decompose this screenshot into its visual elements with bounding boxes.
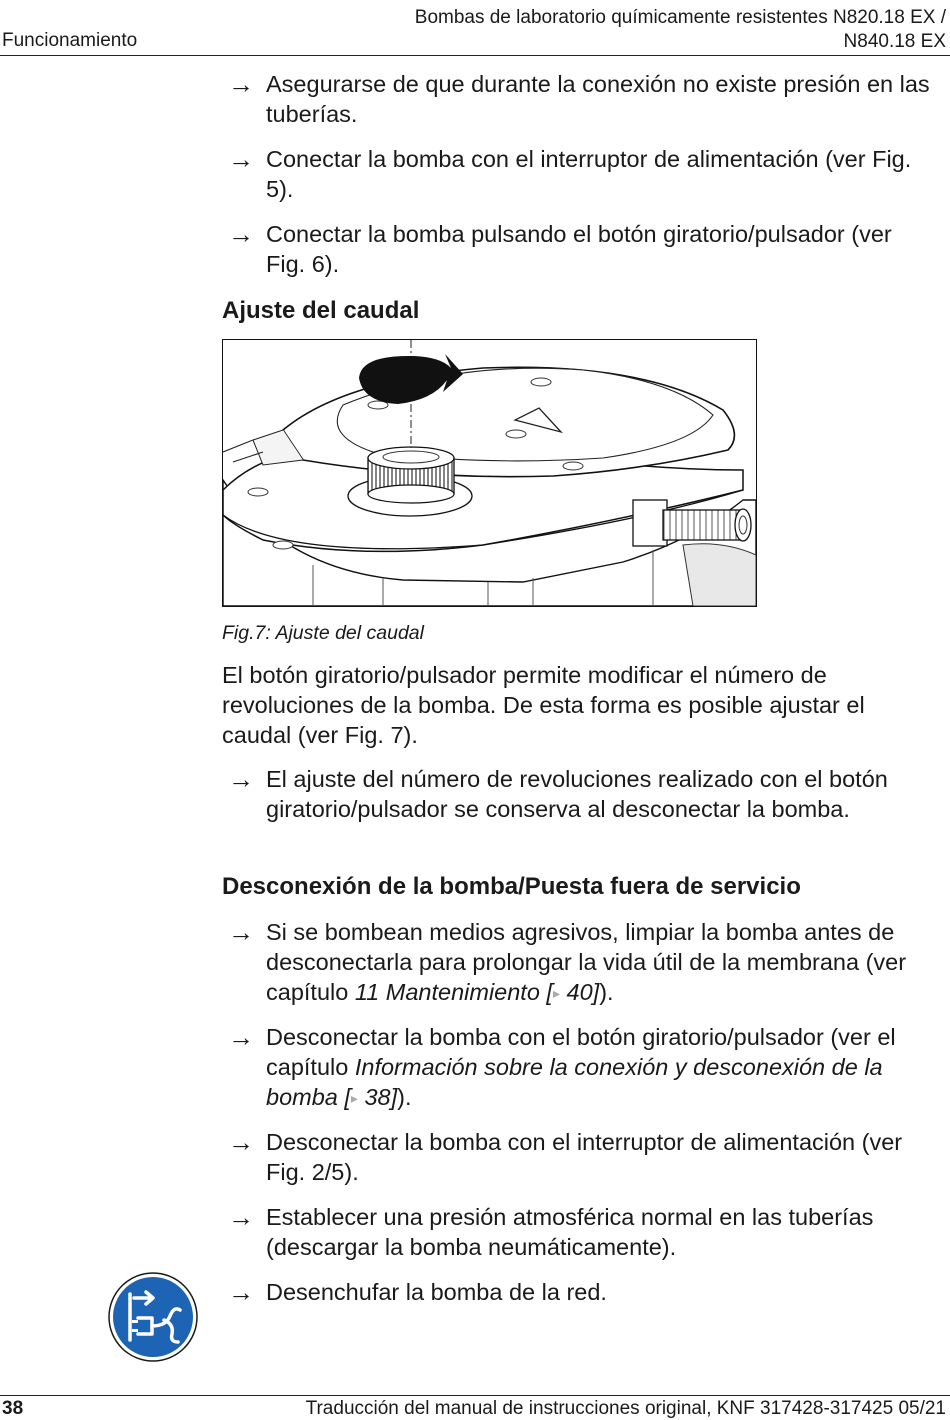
result-speed-retained: [228, 764, 934, 824]
step-power-switch: [228, 144, 934, 204]
unplug-mandatory-icon: [108, 1272, 198, 1362]
arrow-right-icon: →: [228, 219, 254, 249]
header-divider: [0, 55, 950, 56]
heading-shutdown: Desconexión de la bomba/Puesta fuera de servicio: [222, 873, 801, 900]
step-text-part: ).: [397, 1084, 412, 1110]
step-text-part: ).: [599, 979, 614, 1005]
chapter-reference-link[interactable]: [355, 979, 599, 1005]
arrow-right-icon: →: [228, 1202, 254, 1232]
paragraph-flow-adjustment: El botón giratorio/pulsador permite modificar el número de revoluciones de la bomba. De esta forma es posible ajustar el caudal (ver Fig. 7).: [222, 662, 865, 748]
step-clean-pump: [228, 917, 934, 1008]
page-pointer-icon: ▸: [552, 985, 560, 1001]
step-rotary-button: [228, 219, 934, 279]
footer-text: Traducción del manual de instrucciones original, KNF 317428-317425 05/21: [305, 1398, 946, 1419]
document-title-line2: N840.18 EX: [843, 31, 946, 52]
page-number: 38: [2, 1398, 24, 1419]
figure-caption: Fig.7: Ajuste del caudal: [222, 622, 424, 644]
step-check-pressure: [228, 69, 934, 129]
result-text: El ajuste del número de revoluciones realizado con el botón giratorio/pulsador se conserva al desconectar la bomba.: [266, 766, 888, 822]
step-rotary-off: [228, 1022, 934, 1113]
step-unplug: [228, 1277, 934, 1307]
step-power-off: [228, 1127, 934, 1187]
reference-text: Información sobre la conexión y desconexión de la bomba [: [266, 1054, 883, 1110]
step-text: Asegurarse de que durante la conexión no existe presión en las tuberías.: [266, 71, 930, 127]
step-text: [228, 917, 934, 1008]
figure-flow-adjustment: [222, 339, 757, 607]
step-release-pressure: [228, 1202, 934, 1262]
arrow-right-icon: →: [228, 1277, 254, 1307]
reference-page: 38]: [357, 1084, 398, 1110]
heading-flow-adjustment: Ajuste del caudal: [222, 297, 420, 324]
step-text-part: Si se bombean medios agresivos, limpiar la bomba antes de desconectarla para prolongar la vida útil de la membrana (ver capítulo: [266, 919, 907, 1005]
section-name: Funcionamiento: [2, 30, 138, 51]
arrow-right-icon: →: [228, 917, 254, 947]
step-text: Conectar la bomba con el interruptor de alimentación (ver Fig. 5).: [266, 146, 912, 202]
page-pointer-icon: ▸: [350, 1090, 358, 1106]
arrow-right-icon: →: [228, 69, 254, 99]
arrow-right-icon: →: [228, 764, 254, 794]
step-text: [228, 1022, 934, 1113]
step-text: Desenchufar la bomba de la red.: [266, 1279, 607, 1305]
step-text-part: Desconectar la bomba con el botón giratorio/pulsador (ver el capítulo: [266, 1024, 896, 1080]
step-text: Conectar la bomba pulsando el botón giratorio/pulsador (ver Fig. 6).: [266, 221, 892, 277]
document-title: [415, 6, 946, 54]
arrow-right-icon: →: [228, 1127, 254, 1157]
reference-text: 11 Mantenimiento [: [354, 979, 553, 1005]
arrow-right-icon: →: [228, 144, 254, 174]
step-text: Establecer una presión atmosférica normal en las tuberías (descargar la bomba neumáticamente).: [266, 1204, 874, 1260]
pump-illustration: [223, 340, 756, 606]
reference-page: 40]: [560, 979, 600, 1005]
footer-divider: [0, 1395, 950, 1396]
document-title-line1: Bombas de laboratorio químicamente resistentes N820.18 EX /: [414, 7, 946, 28]
arrow-right-icon: →: [228, 1022, 254, 1052]
chapter-reference-link[interactable]: [266, 1054, 883, 1110]
step-text: Desconectar la bomba con el interruptor de alimentación (ver Fig. 2/5).: [266, 1129, 903, 1185]
